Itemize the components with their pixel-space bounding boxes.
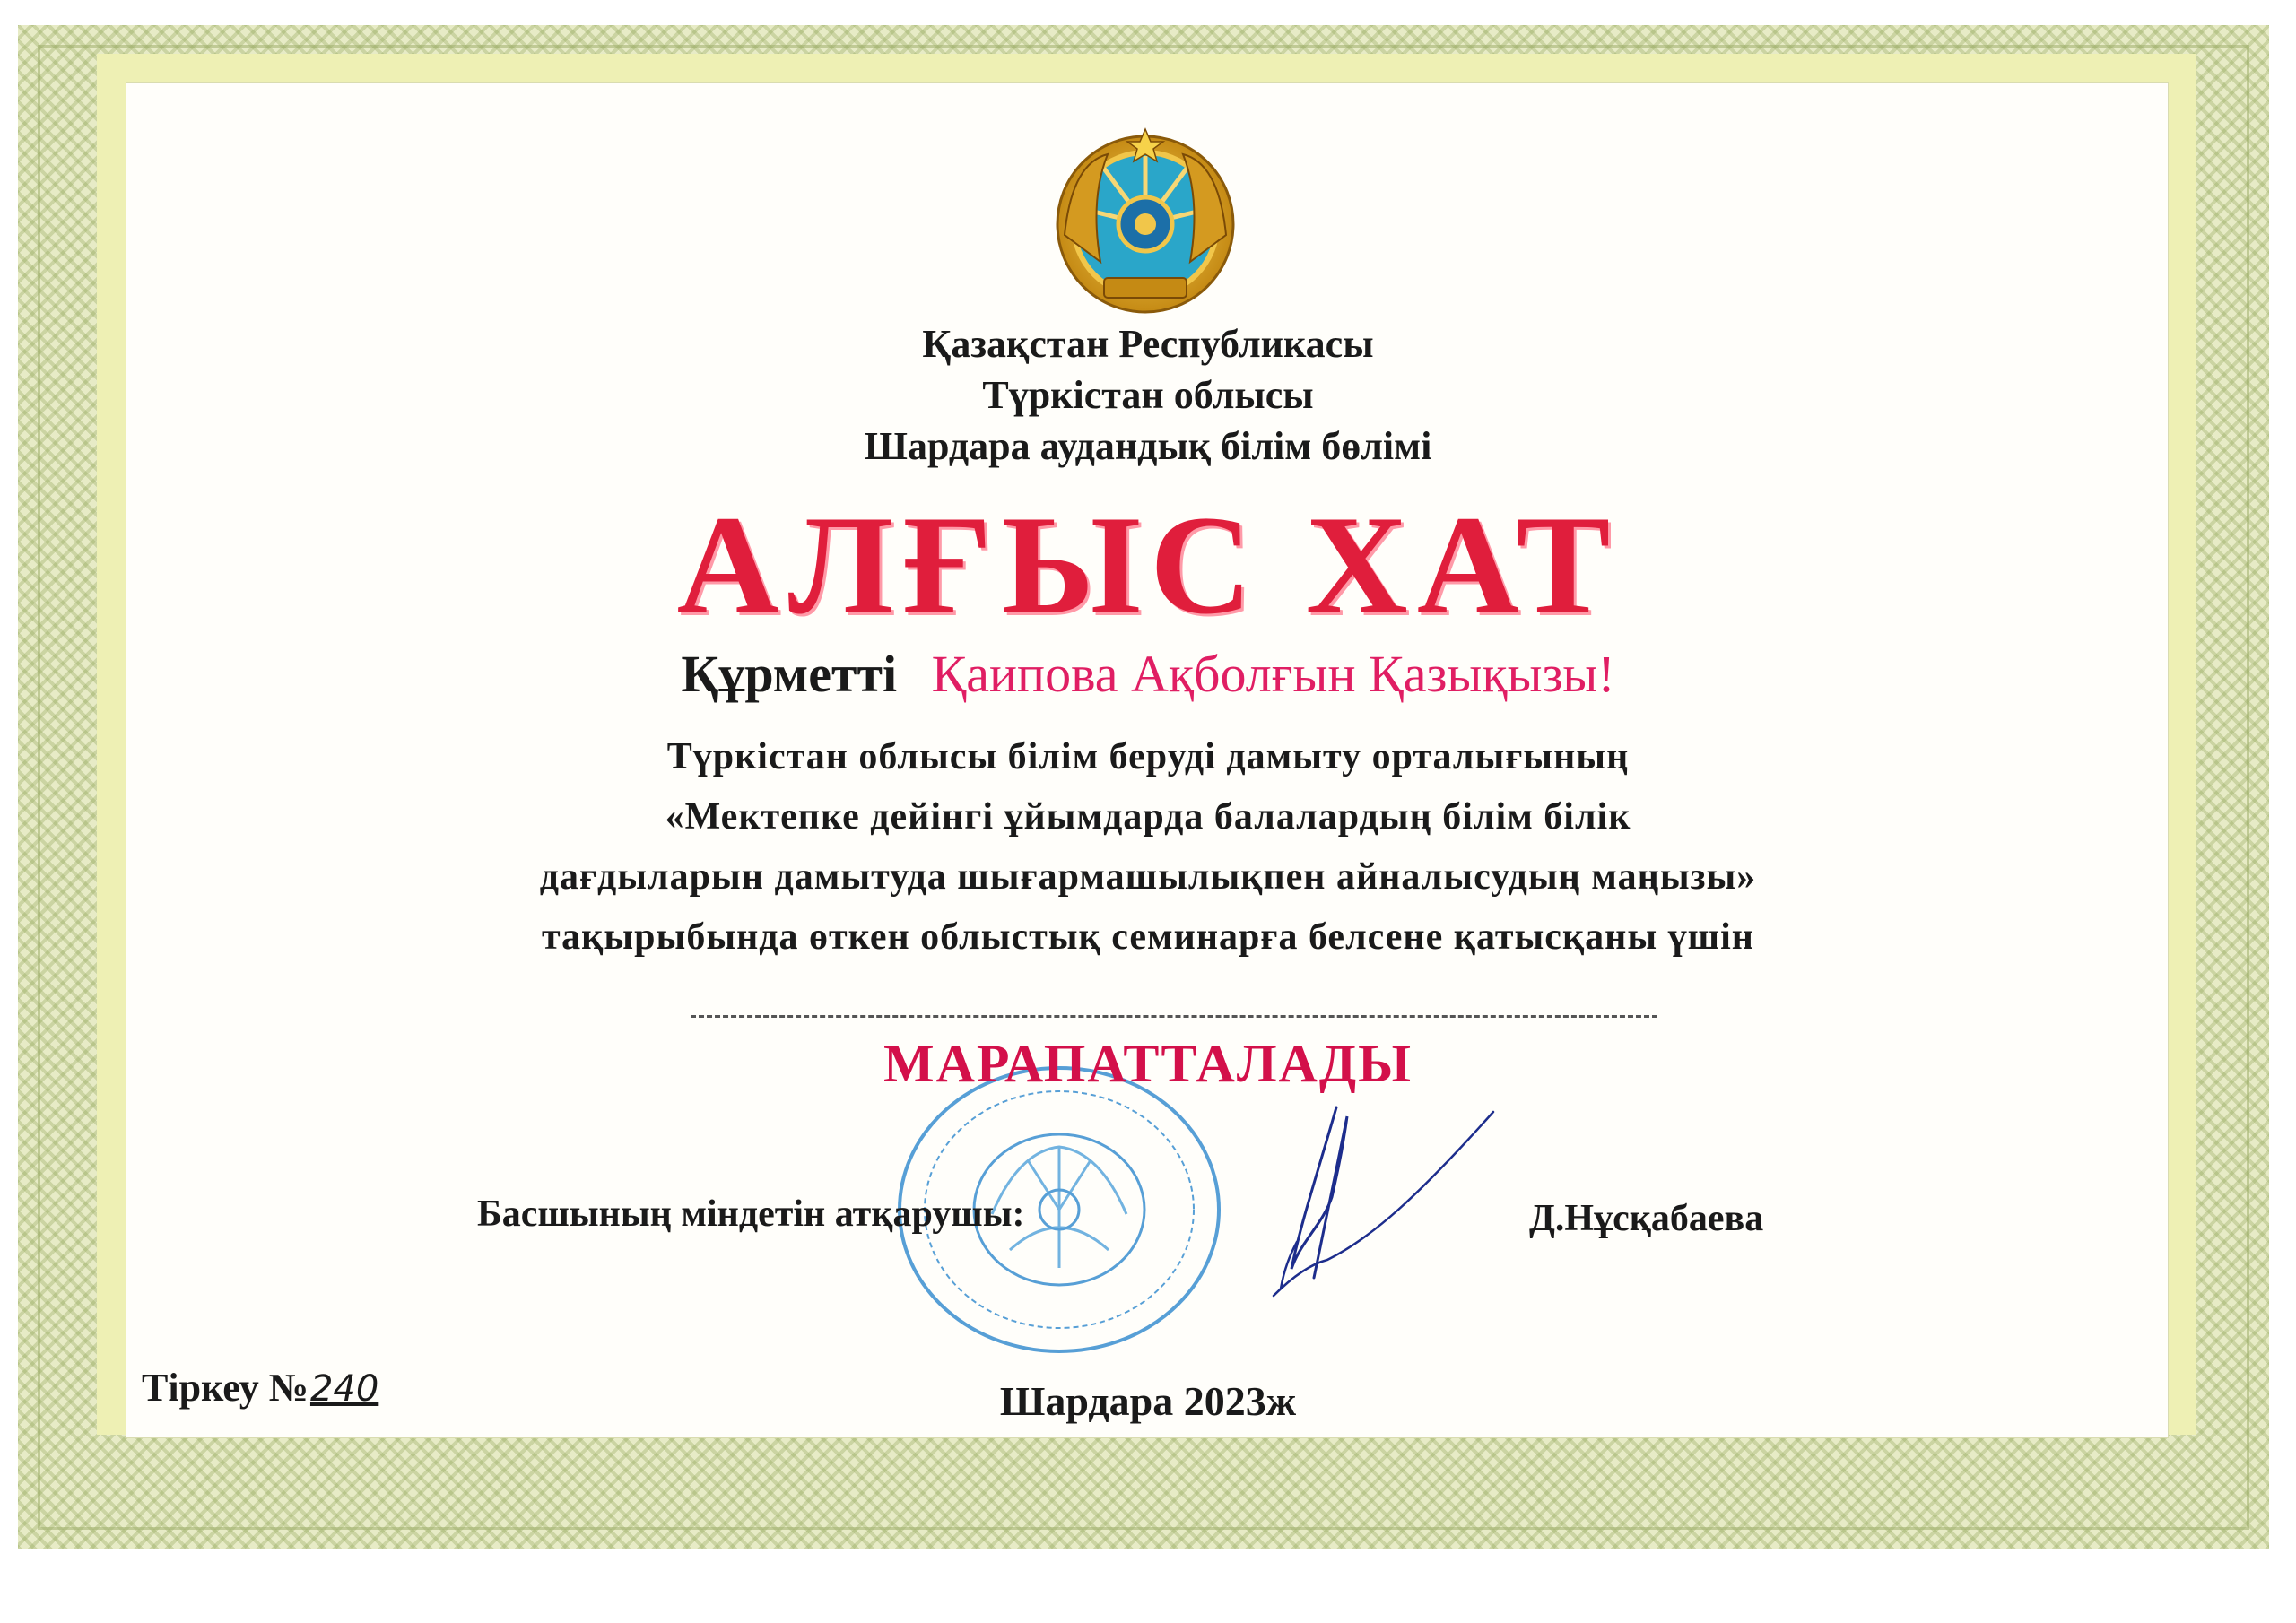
- signatory-position: Басшының міндетін атқарушы:: [477, 1193, 1025, 1235]
- signature-icon: [1238, 1089, 1507, 1305]
- body-line-3: дағдыларын дамытуда шығармашылықпен айналысудың маңызы»: [539, 856, 1757, 898]
- letter-title: АЛҒЫС ХАТ: [676, 487, 1620, 644]
- header-country: Қазақстан Республикасы: [922, 322, 1374, 366]
- registration-label: Тіркеу №: [142, 1366, 309, 1410]
- signatory-name: Д.Нұсқабаева: [1529, 1198, 1764, 1239]
- header-region: Түркістан облысы: [982, 373, 1314, 417]
- body-line-1: Түркістан облысы білім беруді дамыту орталығының: [666, 736, 1630, 777]
- state-emblem-icon: [1054, 127, 1237, 316]
- body-line-2: «Мектепке дейінгі ұйымдарда балалардың білім білік: [665, 796, 1631, 838]
- header-department: Шардара аудандық білім бөлімі: [864, 424, 1432, 468]
- place-year: Шардара 2023ж: [999, 1378, 1297, 1424]
- body-line-4: тақырыбында өткен облыстық семинарға белсене қатысқаны үшін: [542, 916, 1754, 958]
- registration-number: 240: [309, 1368, 379, 1410]
- recipient-name: Қаипова Ақболғын Қазықызы!: [931, 645, 1615, 703]
- awarded-text: МАРАПАТТАЛАДЫ: [883, 1034, 1413, 1093]
- dashed-divider: [691, 1015, 1657, 1018]
- salutation: [0, 644, 2296, 704]
- salutation-prefix: Құрметті: [681, 645, 898, 703]
